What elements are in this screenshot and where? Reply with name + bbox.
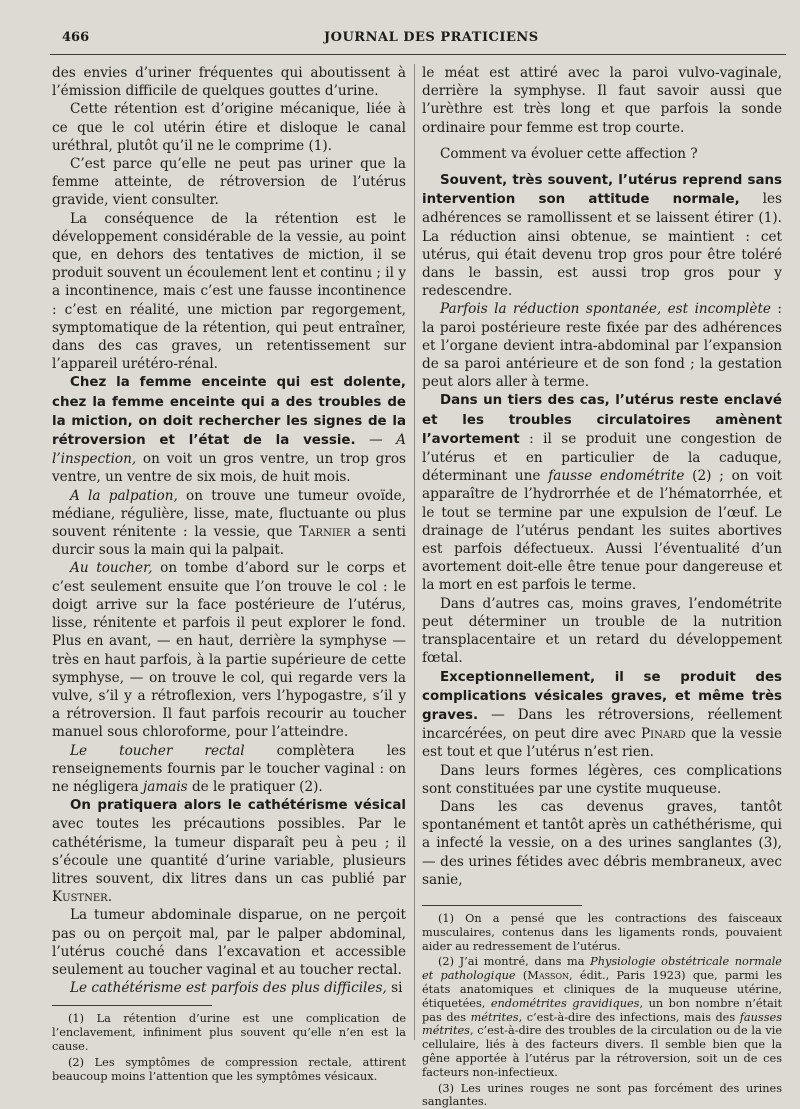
column-divider xyxy=(414,64,415,1040)
footnote-rule xyxy=(422,905,582,906)
author-name: Pinard xyxy=(641,726,686,742)
footnote: (1) La rétention d’urine est une complication de l’enclavement, infiniment plus souvent qu’elle n’en est la cause. xyxy=(52,1012,406,1053)
page-header xyxy=(62,30,780,52)
paragraph: On pratiquera alors le cathétérisme vésical avec toutes les précautions possibles. Par le cathétérisme, la tumeur disparaît peu à peu ; il s’écoule une quantité d’urine variable, plusieurs litres souvent, dix litres dans un cas publié par Kustner. xyxy=(52,796,406,906)
paragraph: Dans les cas devenus graves, tantôt spontanément et tantôt après un cathéthérisme, qui a infecté la vessie, on a des urines sanglantes (3), — des urines fétides avec débris membraneux, avec sanie, xyxy=(422,798,782,889)
question-line: Comment va évoluer cette affection ? xyxy=(422,145,782,163)
paragraph: Le toucher rectal complètera les renseignements fournis par le toucher vaginal : on ne négligera jamais de le pratiquer (2). xyxy=(52,742,406,797)
bold-heading: On pratiquera alors le cathétérisme vésical xyxy=(70,798,406,813)
bold-heading: Chez la femme enceinte qui est dolente, chez la femme enceinte qui a des troubles de la miction, on doit rechercher les signes de la rétroversion et l’état de la vessie. xyxy=(52,375,406,448)
footnote: (2) J’ai montré, dans ma Physiologie obstétricale normale et pathologique (Masson, édit., Paris 1923) que, parmi les états anatomiques et cliniques de la muqueuse utérine, étiquetées, endométrites gravidiques, un bon nombre n’était pas des métrites, c’est-à-dire des infections, mais des fausses métrites, c’est-à-dire des troubles de la circulation ou de la vie cellulaire, liés à des facteurs divers. Il semble bien que la gêne apportée à l’utérus par la rétroversion, soit un de ces facteurs non-infectieux. xyxy=(422,955,782,1079)
page-number: 466 xyxy=(62,30,89,45)
header-rule xyxy=(50,54,786,55)
author-name: Tarnier xyxy=(299,524,350,540)
bold-heading: Exceptionnellement, il se produit des complications vésicales graves, et même très graves. xyxy=(422,670,782,723)
paragraph: Dans d’autres cas, moins graves, l’endométrite peut déterminer un trouble de la nutrition transplacentaire et un retard du développement fœtal. xyxy=(422,595,782,668)
right-column xyxy=(422,64,782,1109)
left-column xyxy=(52,64,406,1083)
paragraph: Chez la femme enceinte qui est dolente, chez la femme enceinte qui a des troubles de la miction, on doit rechercher les signes de la rétroversion et l’état de la vessie. — A l’inspection, on voit un gros ventre, un trop gros ventre, un ventre de six mois, de huit mois. xyxy=(52,373,406,486)
paragraph: des envies d’uriner fréquentes qui aboutissent à l’émission difficile de quelques gouttes d’urine. xyxy=(52,64,406,100)
paragraph: Au toucher, on tombe d’abord sur le corps et c’est seulement ensuite que l’on trouve le col : le doigt arrive sur la face postérieure de l’utérus, lisse, rénitente et parfois il peut explorer le fond. Plus en avant, — en haut, derrière la symphyse — très en haut parfois, à la partie supérieure de cette symphyse, — on trouve le col, qui regarde vers la vulve, s’il y a rétroflexion, vers l’hypogastre, s’il y a rétroversion. Il faut parfois recourir au toucher manuel sous chloroforme, pour l’atteindre. xyxy=(52,559,406,741)
paragraph: le méat est attiré avec la paroi vulvo-vaginale, derrière la symphyse. Il faut savoir aussi que l’urèthre est très long et que parfois la sonde ordinaire pour femme est trop courte. xyxy=(422,64,782,137)
bold-heading: Dans un tiers des cas, l’utérus reste enclavé et les troubles circulatoires amènent l’avortement xyxy=(422,393,782,446)
paragraph: Souvent, très souvent, l’utérus reprend sans intervention son attitude normale, les adhérences se ramollissent et se laissent étirer (1). La réduction ainsi obtenue, se maintient : cet utérus, qui était devenu trop gros pour être toléré dans le bassin, est aussi trop gros pour y redescendre. xyxy=(422,171,782,300)
publisher-name: Masson xyxy=(527,969,569,982)
footnote: (3) Les urines rouges ne sont pas forcément des urines sanglantes. xyxy=(422,1082,782,1109)
paragraph: Le cathétérisme est parfois des plus difficiles, si xyxy=(52,979,406,997)
paragraph: La tumeur abdominale disparue, on ne perçoit pas ou on perçoit mal, par le palper abdominal, l’utérus couché dans l’excavation et accessible seulement au toucher vaginal et au toucher rectal. xyxy=(52,906,406,979)
author-name: Kustner xyxy=(52,889,108,905)
bold-heading: Souvent, très souvent, l’utérus reprend sans intervention son attitude normale, xyxy=(422,173,782,207)
footnote: (2) Les symptômes de compression rectale, attirent beaucoup moins l’attention que les symptômes vésicaux. xyxy=(52,1056,406,1084)
paragraph: Cette rétention est d’origine mécanique, liée à ce que le col utérin étire et disloque le canal uréthral, plutôt qu’il ne le comprime (1). xyxy=(52,100,406,155)
paragraph: Parfois la réduction spontanée, est incomplète : la paroi postérieure reste fixée par des adhérences et l’organe devient intra-abdominal par l’expansion de sa paroi antérieure et de son fond ; la gestation peut alors aller à terme. xyxy=(422,300,782,391)
paragraph: Dans un tiers des cas, l’utérus reste enclavé et les troubles circulatoires amènent l’avortement : il se produit une congestion de l’utérus et en particulier de la caduque, déterminant une fausse endométrite (2) ; on voit apparaître de l’hydrorrhée et de l’hématorrhée, et le tout se termine par une expulsion de l’œuf. Le drainage de l’utérus pendant les suites abortives est parfois défectueux. Aussi l’éventualité d’un avortement doit-elle être tenue pour dangereuse et la mort en est parfois le terme. xyxy=(422,391,782,594)
paragraph: Exceptionnellement, il se produit des complications vésicales graves, et même très graves. — Dans les rétroversions, réellement incarcérées, on peut dire avec Pinard que la vessie est tout et que l’utérus n’est rien. xyxy=(422,668,782,762)
paragraph: La conséquence de la rétention est le développement considérable de la vessie, au point que, en dehors des tentatives de miction, il se produit souvent un écoulement lent et continu ; il y a incontinence, mais c’est une fausse incontinence : c’est en réalité, une miction par regorgement, symptomatique de la rétention, qui peut entraîner, dans des cas graves, un retentissement sur l’appareil urétéro-rénal. xyxy=(52,210,406,374)
footnote-rule xyxy=(52,1005,212,1006)
journal-title: JOURNAL DES PRATICIENS xyxy=(324,30,539,45)
paragraph: A la palpation, on trouve une tumeur ovoïde, médiane, régulière, lisse, mate, fluctuante ou plus souvent rénitente : la vessie, que Tarnier a senti durcir sous la main qui la palpait. xyxy=(52,487,406,560)
paragraph: Dans leurs formes légères, ces complications sont constituées par une cystite muqueuse. xyxy=(422,762,782,798)
footnote: (1) On a pensé que les contractions des faisceaux musculaires, contenus dans les ligaments ronds, pouvaient aider au redressement de l’utérus. xyxy=(422,912,782,953)
paragraph: C’est parce qu’elle ne peut pas uriner que la femme atteinte, de rétroversion de l’utérus gravide, vient consulter. xyxy=(52,155,406,210)
